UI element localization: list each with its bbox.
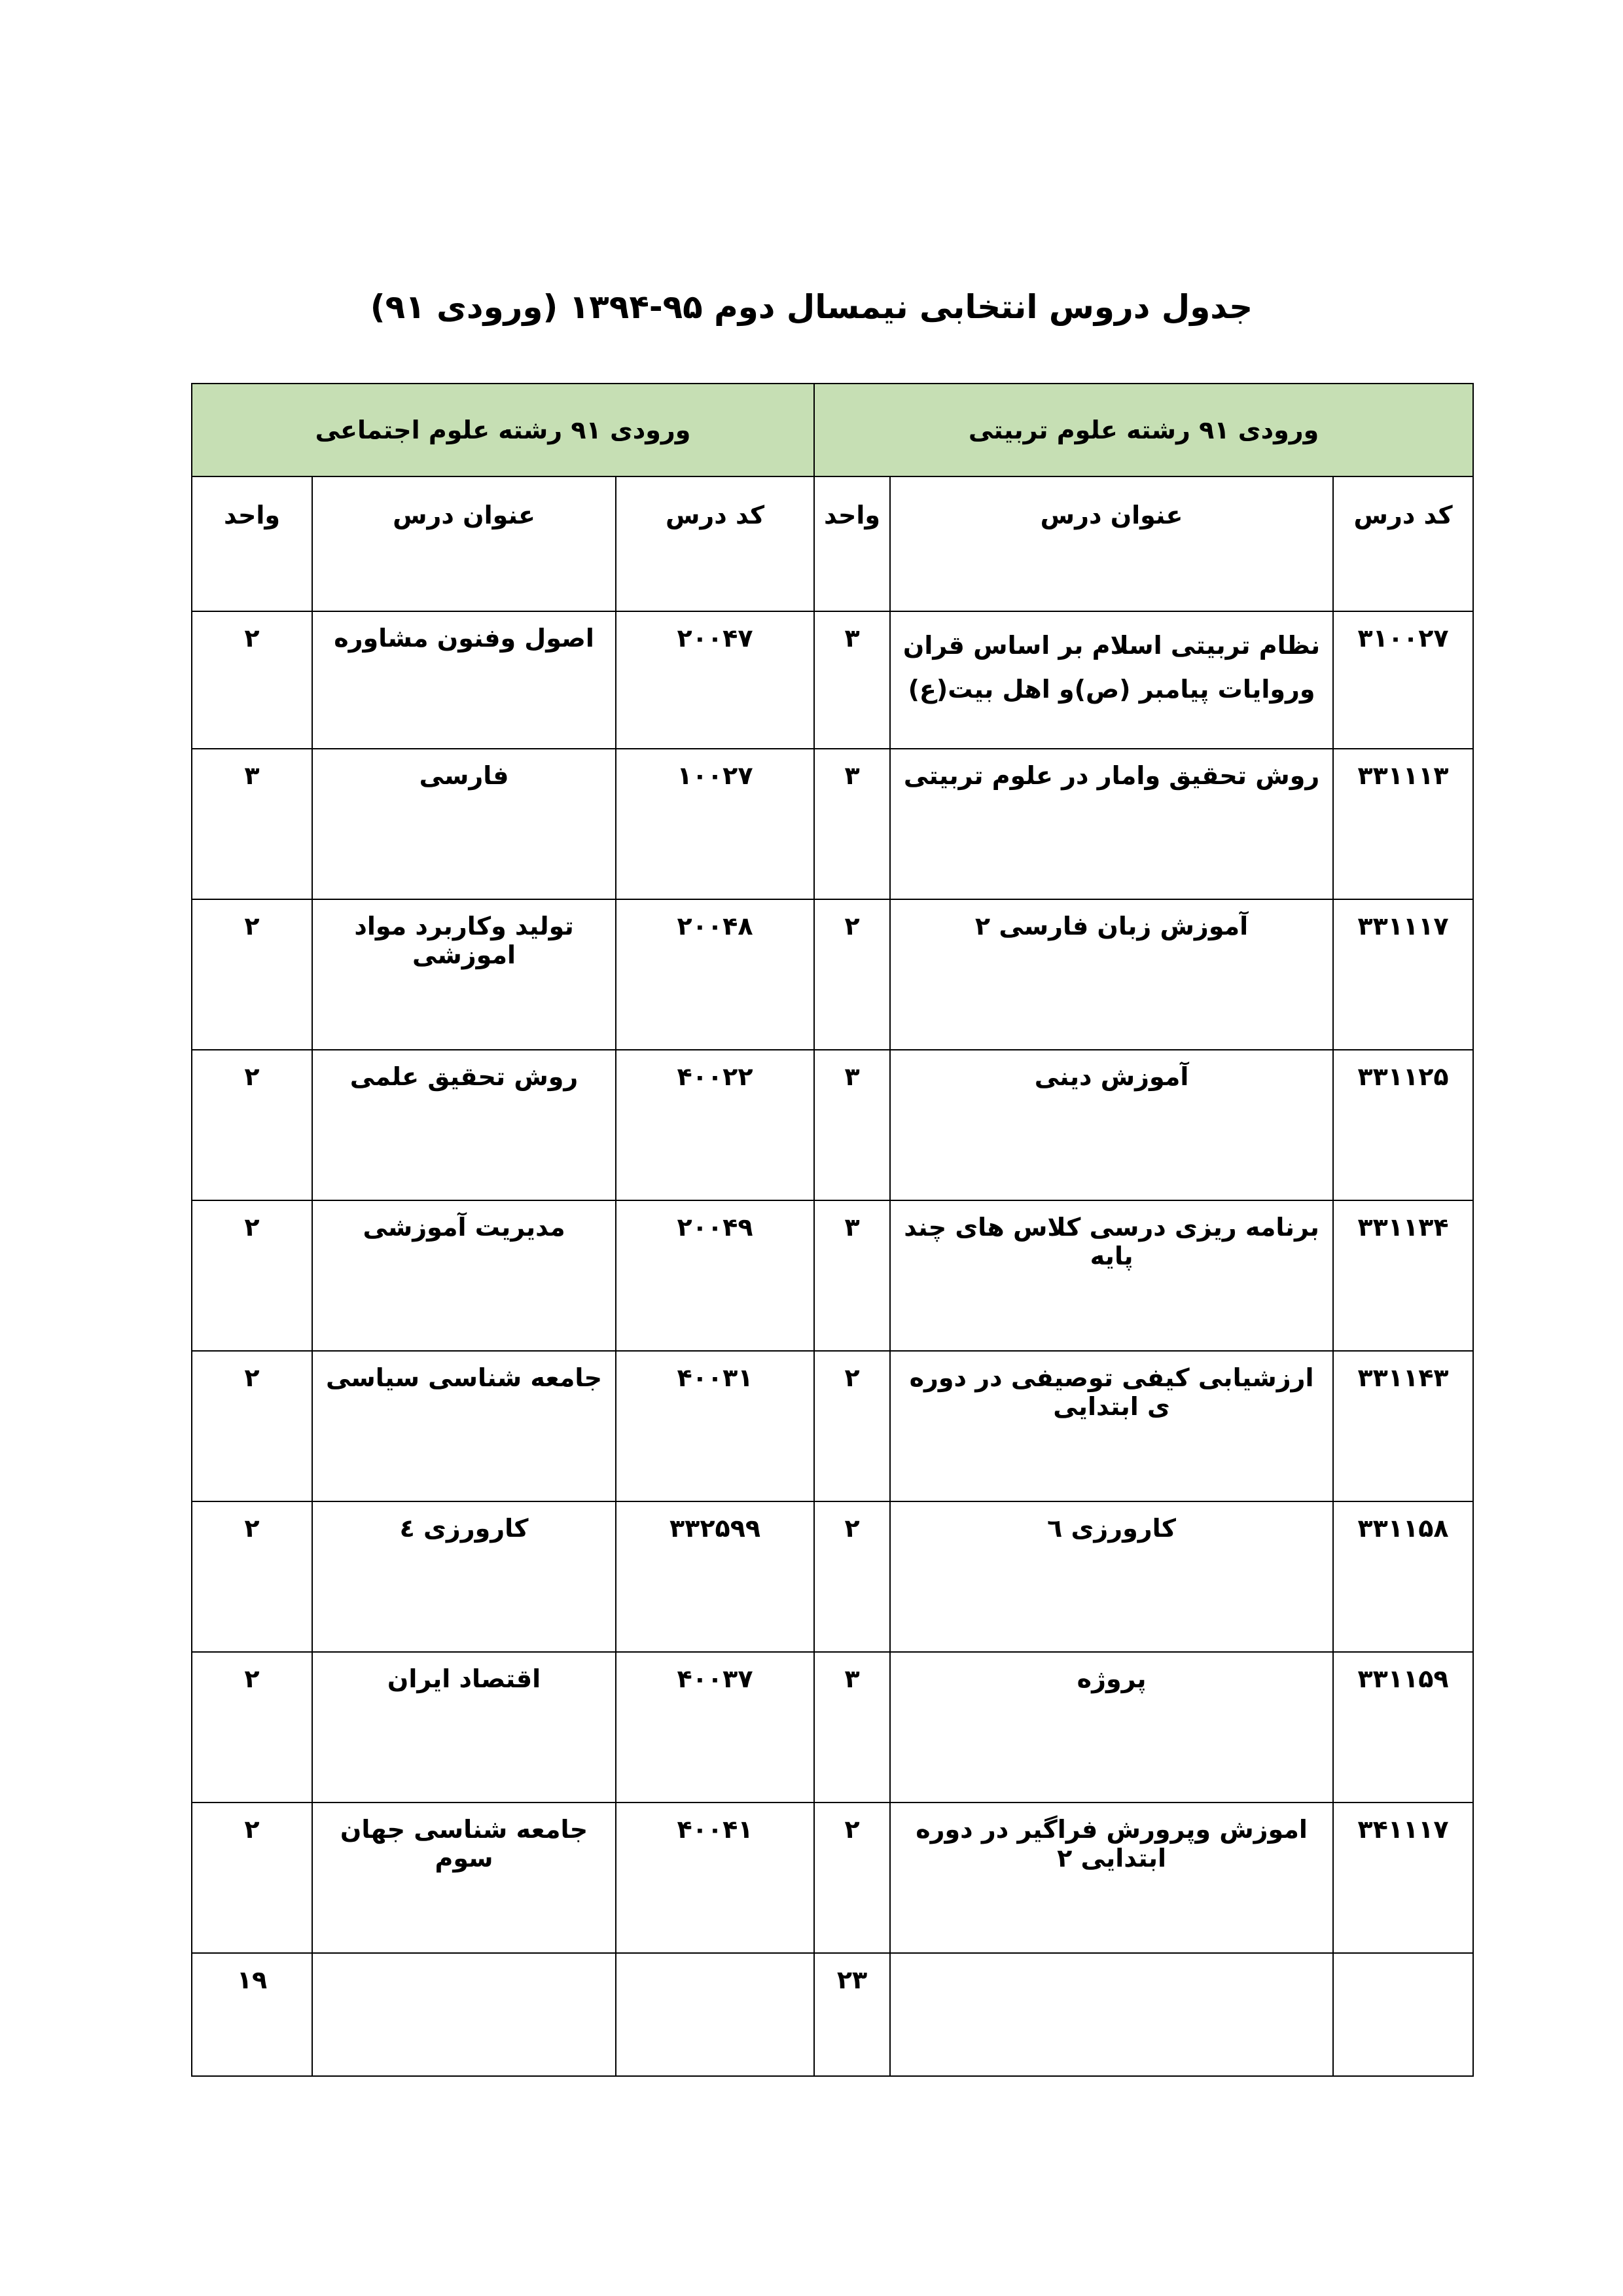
course-code: ۳۳۱۱۱۷ <box>1333 899 1473 1050</box>
course-units: ۲ <box>192 1351 312 1501</box>
course-code: ۱۰۰۲۷ <box>616 749 814 899</box>
course-units: ۲ <box>192 1200 312 1351</box>
course-title: اقتصاد ایران <box>312 1652 616 1803</box>
course-code: ۴۰۰۴۱ <box>616 1803 814 1953</box>
course-code: ۳۴۱۱۱۷ <box>1333 1803 1473 1953</box>
table-row <box>192 1501 1473 1652</box>
course-code: ۳۱۰۰۲۷ <box>1333 611 1473 749</box>
course-code: ۳۳۱۱۵۸ <box>1333 1501 1473 1652</box>
course-units: ۳ <box>814 1050 890 1200</box>
table-row <box>192 1803 1473 1953</box>
column-header-row <box>192 476 1473 611</box>
header-title-right: عنوان درس <box>890 476 1333 611</box>
total-units-social-sciences: ۱۹ <box>192 1953 312 2076</box>
course-units: ۳ <box>192 749 312 899</box>
course-code: ۴۰۰۳۱ <box>616 1351 814 1501</box>
total-units-educational-sciences: ۲۳ <box>814 1953 890 2076</box>
page-title: جدول دروس انتخابی نیمسال دوم ۹۵-۱۳۹۴ (ورودی ۹۱) <box>370 288 1253 326</box>
course-code: ۲۰۰۴۸ <box>616 899 814 1050</box>
empty-cell <box>312 1953 616 2076</box>
course-title: کارورزی ٦ <box>890 1501 1333 1652</box>
header-title-left: عنوان درس <box>312 476 616 611</box>
course-title: آموزش زبان فارسی ۲ <box>890 899 1333 1050</box>
course-title: تولید وکاربرد مواد اموزشی <box>312 899 616 1050</box>
course-units: ۲ <box>192 1501 312 1652</box>
course-units: ۲ <box>192 1803 312 1953</box>
course-title: ارزشیابی کیفی توصیفی در دوره ی ابتدایی <box>890 1351 1333 1501</box>
empty-cell <box>1333 1953 1473 2076</box>
course-units: ۲ <box>192 1652 312 1803</box>
course-title: آموزش دینی <box>890 1050 1333 1200</box>
course-code: ۴۰۰۳۷ <box>616 1652 814 1803</box>
course-units: ۲ <box>814 899 890 1050</box>
course-units: ۲ <box>814 1351 890 1501</box>
course-units: ۳ <box>814 611 890 749</box>
group-header-educational-sciences: ورودی ۹۱ رشته علوم تربیتی <box>814 384 1473 476</box>
course-code: ۳۳۱۱۵۹ <box>1333 1652 1473 1803</box>
course-code: ۳۳۱۱۲۵ <box>1333 1050 1473 1200</box>
course-title: اموزش وپرورش فراگیر در دوره ابتدایی ۲ <box>890 1803 1333 1953</box>
course-units: ۳ <box>814 1652 890 1803</box>
table-row <box>192 899 1473 1050</box>
group-header-row <box>192 384 1473 476</box>
group-header-social-sciences: ورودی ۹۱ رشته علوم اجتماعی <box>192 384 814 476</box>
table-row <box>192 749 1473 899</box>
totals-row <box>192 1953 1473 2076</box>
course-code: ۴۰۰۲۲ <box>616 1050 814 1200</box>
empty-cell <box>890 1953 1333 2076</box>
course-units: ۲ <box>814 1501 890 1652</box>
header-units-left: واحد <box>192 476 312 611</box>
header-code-right: کد درس <box>1333 476 1473 611</box>
header-units-right: واحد <box>814 476 890 611</box>
course-code: ۳۳۱۱۱۳ <box>1333 749 1473 899</box>
course-units: ۳ <box>814 1200 890 1351</box>
table-row <box>192 611 1473 749</box>
course-units: ۲ <box>192 1050 312 1200</box>
course-title: روش تحقیق وامار در علوم تربیتی <box>890 749 1333 899</box>
course-title: فارسی <box>312 749 616 899</box>
course-title: کارورزی ٤ <box>312 1501 616 1652</box>
table-row <box>192 1050 1473 1200</box>
course-title: پروژه <box>890 1652 1333 1803</box>
course-code: ۳۳۱۱۳۴ <box>1333 1200 1473 1351</box>
course-units: ۲ <box>814 1803 890 1953</box>
course-code: ۳۳۲۵۹۹ <box>616 1501 814 1652</box>
course-title: مدیریت آموزشی <box>312 1200 616 1351</box>
empty-cell <box>616 1953 814 2076</box>
course-units: ۲ <box>192 611 312 749</box>
course-code: ۲۰۰۴۹ <box>616 1200 814 1351</box>
course-title: نظام تربیتی اسلام بر اساس قران وروایات پیامبر (ص)و اهل بیت(ع) <box>890 611 1333 749</box>
course-title: برنامه ریزی درسی کلاس های چند پایه <box>890 1200 1333 1351</box>
table-row <box>192 1652 1473 1803</box>
course-title: جامعه شناسی سیاسی <box>312 1351 616 1501</box>
table-row <box>192 1200 1473 1351</box>
course-code: ۲۰۰۴۷ <box>616 611 814 749</box>
header-code-left: کد درس <box>616 476 814 611</box>
course-title: جامعه شناسی جهان سوم <box>312 1803 616 1953</box>
course-title: روش تحقیق علمی <box>312 1050 616 1200</box>
course-units: ۳ <box>814 749 890 899</box>
table-row <box>192 1351 1473 1501</box>
course-units: ۲ <box>192 899 312 1050</box>
course-title: اصول وفنون مشاوره <box>312 611 616 749</box>
courses-table <box>191 383 1474 2077</box>
course-code: ۳۳۱۱۴۳ <box>1333 1351 1473 1501</box>
